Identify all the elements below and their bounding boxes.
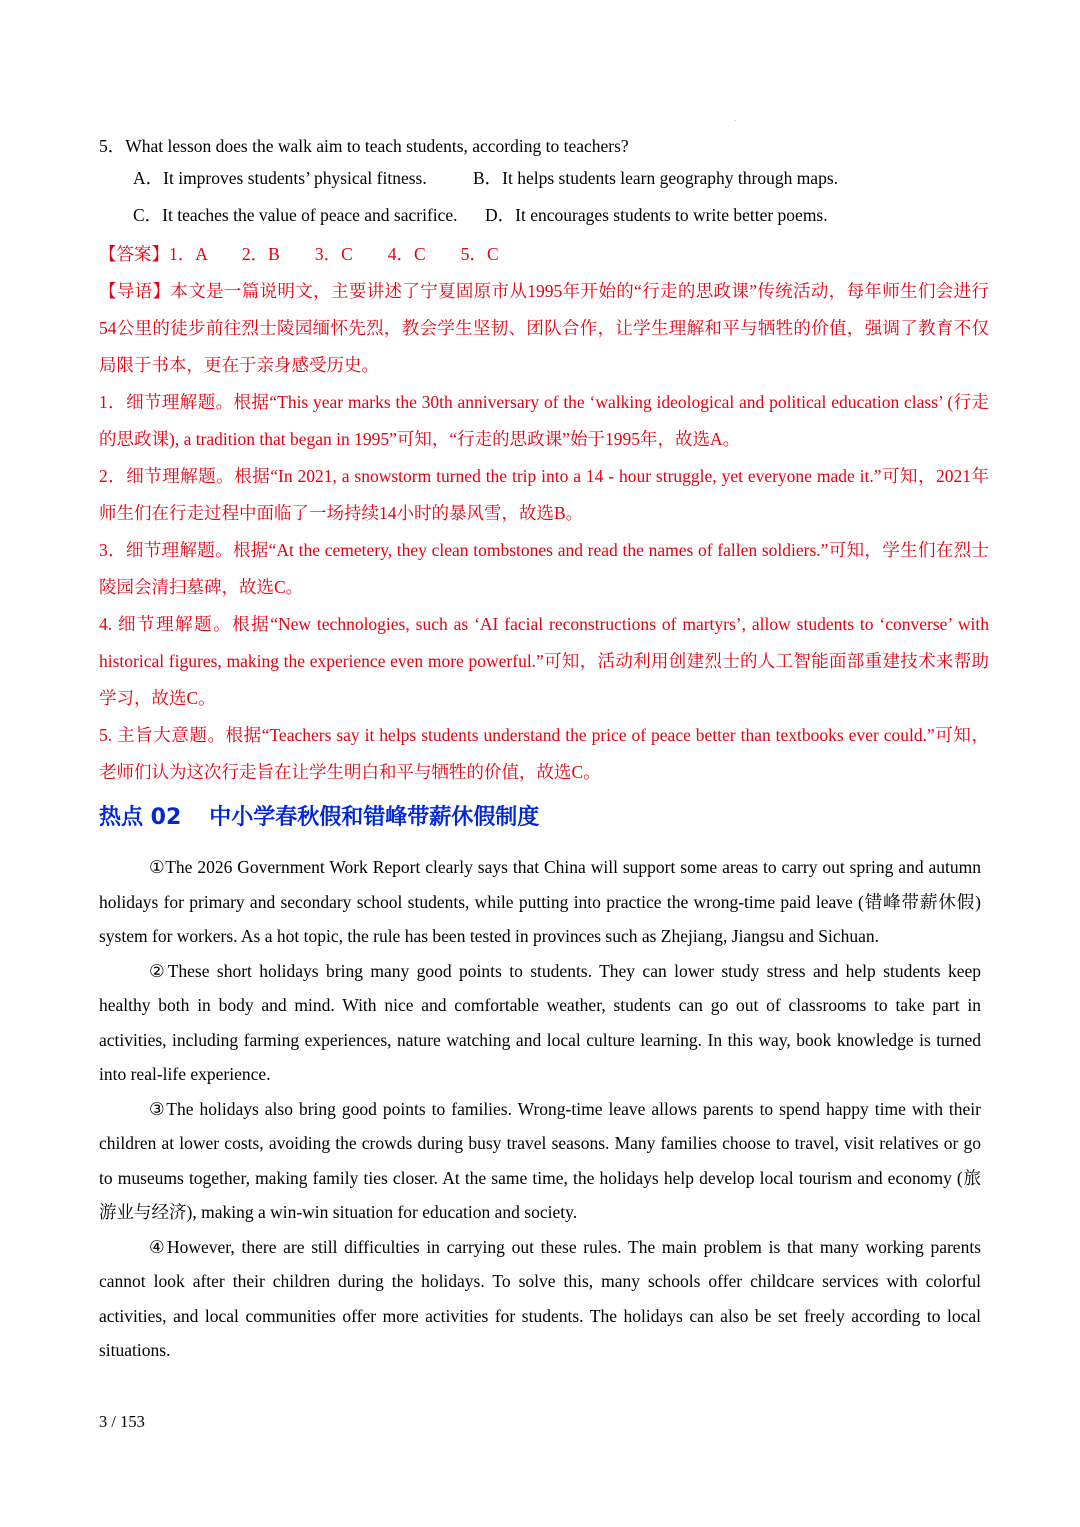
explanation-5: 5. 主旨大意题。根据“Teachers say it helps students understand the price of peace better than textbooks ever could.”可知，老师们认为这次行走旨在让学生明白和平与牺牲的价值，故选C。 xyxy=(99,725,989,782)
options-row-2 xyxy=(99,197,989,234)
option-b: B．It helps students learn geography through maps. xyxy=(473,168,839,188)
answer-section xyxy=(99,236,989,791)
option-c: C．It teaches the value of peace and sacrifice. xyxy=(133,205,458,225)
section-heading xyxy=(99,800,539,831)
section-number: 热点 02 xyxy=(99,805,182,830)
explanation-1: 1．细节理解题。根据“This year marks the 30th anniversary of the ‘walking ideological and political education class’ (行走的思政课), a tradition that began in 1995”可知，“行走的思政课”始于1995年，故选A。 xyxy=(99,392,989,449)
stray-mark: . xyxy=(734,114,737,123)
explanation-2: 2．细节理解题。根据“In 2021, a snowstorm turned the trip into a 14 - hour struggle, yet everyone made it.”可知，2021年师生们在行走过程中面临了一场持续14小时的暴风雪，故选B。 xyxy=(99,466,989,523)
passage-paragraph-3: ③The holidays also bring good points to families. Wrong-time leave allows parents to spend happy time with their children at lower costs, avoiding the crowds during busy travel seasons. Many families choose to travel, visit relatives or go to museums together, making family ties closer. At the same time, the holidays help develop local tourism and economy (旅游业与经济), making a win-win situation for education and society. xyxy=(99,1098,981,1222)
passage-paragraph-2: ②These short holidays bring many good points to students. They can lower study stress and help students keep healthy both in body and mind. With nice and comfortable weather, students can go out of classrooms to take part in activities, including farming experiences, nature watching and local culture learning. In this way, book knowledge is turned into real-life experience. xyxy=(99,960,981,1084)
passage-paragraph-1: ①The 2026 Government Work Report clearly says that China will support some areas to carry out spring and autumn holidays for primary and secondary school students, while putting into practice the wrong-time paid leave (错峰带薪休假) system for workers. As a hot topic, the rule has been tested in provinces such as Zhejiang, Jiangsu and Sichuan. xyxy=(99,857,981,946)
page-number: 3 / 153 xyxy=(99,1412,145,1431)
options-row-1 xyxy=(99,160,989,197)
option-d: D．It encourages students to write better poems. xyxy=(485,205,828,225)
explanation-3: 3．细节理解题。根据“At the cemetery, they clean tombstones and read the names of fallen soldiers.”可知，学生们在烈士陵园会清扫墓碑，故选C。 xyxy=(99,540,989,597)
section-title: 中小学春秋假和错峰带薪休假制度 xyxy=(209,805,540,830)
option-a: A．It improves students’ physical fitness. xyxy=(133,168,427,188)
explanation-4: 4. 细节理解题。根据“New technologies, such as ‘AI facial reconstructions of martyrs’, allow students to ‘converse’ with historical figures, making the experience even more powerful.”可知，活动利用创建烈士的人工智能面部重建技术来帮助学习，故选C。 xyxy=(99,614,989,708)
question-5 xyxy=(99,132,989,234)
question-stem: 5．What lesson does the walk aim to teach students, according to teachers? xyxy=(99,136,629,156)
passage-paragraph-4: ④However, there are still difficulties in carrying out these rules. The main problem is that many working parents cannot look after their children during the holidays. To solve this, many schools offer childcare services with colorful activities, and local communities offer more activities for students. The holidays can also be set freely according to local situations. xyxy=(99,1236,981,1360)
answer-key: 【答案】1．A 2．B 3．C 4．C 5．C xyxy=(99,244,499,264)
guide-paragraph: 【导语】本文是一篇说明文，主要讲述了宁夏固原市从1995年开始的“行走的思政课”传统活动，每年师生们会进行54公里的徒步前往烈士陵园缅怀先烈，教会学生坚韧、团队合作，让学生理解和平与牺牲的价值，强调了教育不仅局限于书本，更在于亲身感受历史。 xyxy=(99,281,989,375)
reading-passage xyxy=(99,850,981,1368)
